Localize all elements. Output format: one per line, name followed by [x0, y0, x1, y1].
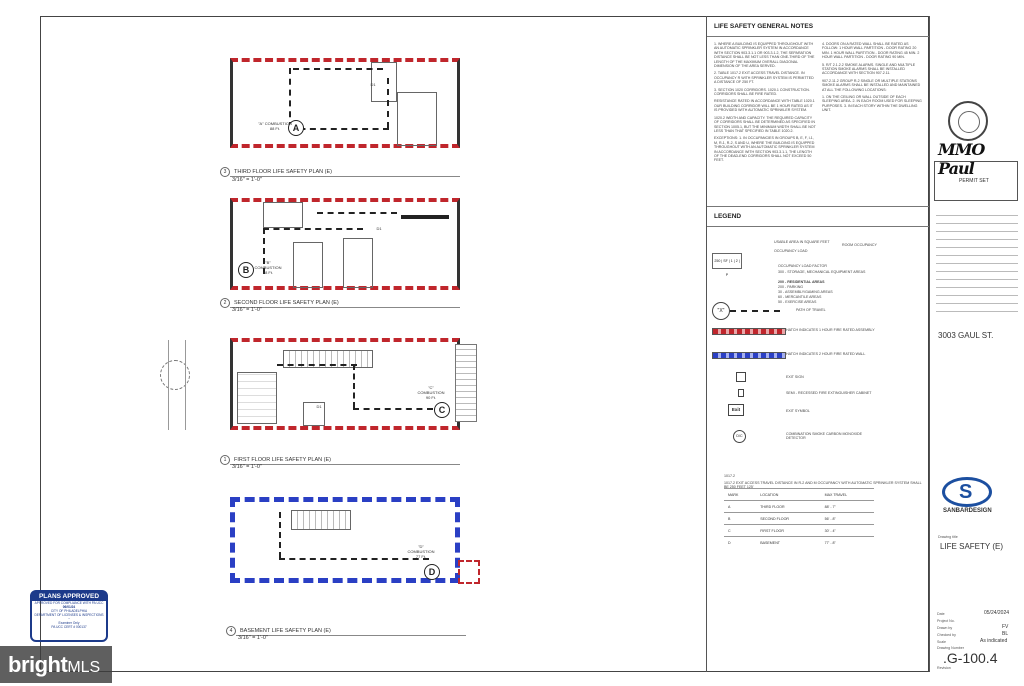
legend-factor-parking: 200 - PARKING — [778, 285, 804, 289]
legend-extinguisher: SEMI - RECESSED FIRE EXTINGUISHER CABINET — [786, 391, 872, 395]
table-cell: THIRD FLOOR — [756, 501, 820, 513]
path-of-travel — [279, 512, 281, 558]
legend-factor-mercantile: 60 - MERCANTILE AREAS — [778, 295, 822, 299]
stamp-dept: DEPARTMENT OF LICENSES & INSPECTIONS — [34, 613, 104, 617]
firm-name: SANBARDESIGN — [943, 508, 992, 514]
stamp-signature: ~ — [68, 617, 70, 621]
plan-scale: 3/16" = 1'-0" — [232, 464, 262, 470]
plan-number: 2 — [220, 298, 230, 308]
table-cell: FIRST FLOOR — [756, 525, 820, 537]
plan-number: 4 — [226, 626, 236, 636]
note-paragraph: 1. WHERE A BUILDING IS EQUIPPED THROUGHOUT WITH AN AUTOMATIC SPRINKLER SYSTEM IN ACCORDANCE WITH SECTION 903.3.1.1 OR 903.3.1.2, THE SEPARATION DISTANCE SHALL BE NOT LESS THAN ONE-THIRD OF THE LENGTH OF THE MAXIMUM OVERALL DIAGONAL DIMENSION OF THE AREA SERVED. — [714, 42, 815, 69]
revision-label: Revision — [937, 666, 951, 670]
table-cell: 77' - 8" — [821, 537, 874, 549]
area-tag: "A" COMBUSTION 88 Ft. — [258, 121, 292, 131]
legend-detector: COMBINATION SMOKE CARBON MONOXIDE DETECTOR — [786, 432, 863, 440]
titleblock-divider — [929, 16, 930, 672]
plan-scale: 3/16" = 1'-0" — [232, 307, 262, 313]
permit-label: PERMIT SET — [959, 178, 989, 184]
exit-marker-b: B — [238, 262, 254, 278]
notes-column-2 — [822, 42, 924, 116]
area-tag: "D" COMBUSTION 77 Ft. — [407, 544, 435, 559]
table-label: 1017.2 — [724, 474, 735, 478]
title-underline — [230, 464, 460, 465]
legend-factor-exercise: 50 - EXERCISE AREAS — [778, 300, 817, 304]
travel-table — [724, 488, 874, 548]
table-mark-cell: C — [724, 525, 756, 537]
title-underline — [236, 635, 466, 636]
table-header: MARK — [724, 489, 756, 501]
approval-stamp — [30, 590, 108, 642]
stamp-line: APPROVED FOR COMPLIANCE WITH PA UCC — [34, 601, 104, 605]
permit-box — [934, 161, 1018, 201]
table-header: LOCATION — [756, 489, 820, 501]
stamp-permit: PA UCC CERT # 000137 — [51, 625, 87, 629]
checked-value: BL — [1002, 631, 1009, 637]
date-value: 05/24/2024 — [984, 610, 1010, 616]
seal-icon — [948, 101, 988, 141]
drawn-value: FV — [1002, 624, 1009, 630]
table-row — [724, 537, 874, 549]
plan-title-text: BASEMENT LIFE SAFETY PLAN (E) — [240, 628, 331, 634]
path-of-travel — [289, 128, 389, 130]
sheet-number: .G-100.4 — [943, 650, 998, 666]
path-of-travel — [353, 364, 355, 408]
note-paragraph: 1. ON THE CEILING OR WALL OUTSIDE OF EACH SLEEPING AREA. 2. IN EACH ROOM USED FOR SLEEPING PURPOSES. 3. IN EACH STORY WITHIN THE DWELLING UNIT. — [822, 95, 922, 113]
legend-load-factor: OCCUPANCY LOAD FACTOR — [778, 264, 827, 268]
exit-marker-a: A — [288, 120, 304, 136]
drawing-title-label: Drawing title — [938, 535, 958, 539]
legend-one-hour: HATCH INDICATES 1 HOUR FIRE RATED ASSEMBLY — [786, 328, 875, 332]
path-of-travel — [277, 364, 357, 366]
area-tag: "B" COMBUSTION 88 Ft. — [254, 260, 282, 275]
stamp-header: PLANS APPROVED — [32, 592, 106, 601]
path-symbol: "X" — [712, 302, 730, 320]
one-hour-hatch — [712, 328, 786, 335]
title-underline — [230, 176, 460, 177]
table-header: MAX TRAVEL — [821, 489, 874, 501]
legend-two-hour: HATCH INDICATES 2 HOUR FIRE RATED WALL — [786, 352, 866, 356]
plan-scale: 3/16" = 1'-0" — [238, 635, 268, 641]
legend-usable-area: USABLE AREA IN SQUARE FEET — [774, 240, 830, 244]
drawn-label: Drawn by — [937, 626, 953, 630]
note-paragraph: 3. SECTION 1020 CORRIDORS. 1020.1 CONSTRUCTION. CORRIDORS SHALL BE FIRE RATED. — [714, 87, 810, 97]
note-paragraph: RESISTANCE RATED IN ACCORDANCE WITH TABLE 1020.1 OUR BUILDING CORRIDOR WILL BE 1 HOUR RATED AS IT IS PROVIDED WITH AUTOMATIC SPRINKLER SYSTEM. — [714, 99, 815, 113]
occupancy-box: 250 | SF | 1 | 2 | P — [712, 253, 742, 269]
rear-stair — [455, 344, 477, 422]
exit-sign-icon — [736, 372, 746, 382]
notes-rule — [707, 36, 929, 37]
plan-title-text: SECOND FLOOR LIFE SAFETY PLAN (E) — [234, 300, 339, 306]
stamp-reviewer: Examiner Only — [58, 621, 80, 625]
legend-path: PATH OF TRAVEL — [796, 308, 826, 312]
table-row — [724, 501, 874, 513]
path-of-travel — [353, 408, 433, 410]
watermark-suffix: MLS — [67, 659, 101, 676]
bath-room — [397, 92, 437, 146]
stamp-city: CITY OF PHILADELPHIA — [50, 609, 88, 613]
third-floor-walls — [230, 58, 460, 148]
table-caption: 1017.2 EXIT ACCESS TRAVEL DISTANCE IN R-2 AND M OCCUPANCY WITH AUTOMATIC SPRINKLER SYSTEM SHALL BE 250 FEET 125' — [724, 481, 922, 489]
note-paragraph: 1020.2 WIDTH AND CAPACITY. THE REQUIRED CAPACITY OF CORRIDORS SHALL BE DETERMINED AS SPECIFIED IN SECTION 1005.1, BUT THE MINIMUM WIDTH SHALL BE NOT LESS THAN THAT SPECIFIED IN TABLE 1020.2. — [714, 115, 816, 133]
table-cell: 56' - 8" — [821, 513, 874, 525]
project-address: 3003 GAUL ST. — [938, 331, 994, 340]
path-symbol-line — [730, 310, 780, 312]
drawing-number-label: Drawing Number — [937, 646, 964, 650]
signature: MMO Paul — [938, 140, 985, 178]
notes-column-1 — [714, 42, 816, 166]
drawing-title: LIFE SAFETY (E) — [940, 542, 1003, 551]
firm-logo-icon: S — [942, 477, 992, 507]
area-tag: "C" COMBUSTION 90 Ft. — [417, 385, 445, 400]
second-floor-walls — [230, 198, 460, 290]
table-row — [724, 525, 874, 537]
path-of-travel — [293, 68, 383, 70]
checked-label: Checked by — [937, 633, 956, 637]
closet-room — [263, 202, 303, 228]
legend-occupancy-load: OCCUPANCY LOAD — [774, 249, 808, 253]
table-row — [724, 513, 874, 525]
kitchen — [237, 372, 277, 424]
legend-room-occupancy: ROOM OCCUPANCY — [842, 243, 877, 247]
legend-exit-sign: EXIT SIGN — [786, 375, 804, 379]
stair-room — [343, 238, 373, 288]
plan-scale: 3/16" = 1'-0" — [232, 177, 262, 183]
note-paragraph: 2. TABLE 1017.2 EXIT ACCESS TRAVEL DISTANCE. IN OCCUPANCY R WITH SPRINKLER SYSTEM IS PERMITTED A DISTANCE OF 250 FT. — [714, 71, 814, 85]
sidewalk-lines — [168, 340, 186, 430]
areaway — [458, 560, 480, 584]
plan-number: 3 — [220, 167, 230, 177]
exit-symbol-icon: Exit — [728, 404, 744, 416]
title-underline — [230, 307, 460, 308]
table-cell: SECOND FLOOR — [756, 513, 820, 525]
two-hour-hatch — [712, 352, 786, 359]
bright-mls-watermark — [0, 646, 112, 683]
table-mark-cell: B — [724, 513, 756, 525]
date-label: Date — [937, 612, 945, 616]
stair-room — [291, 510, 351, 530]
legend-factor-assembly: 30 - ASSEMBLY/GAMING AREAS — [778, 290, 833, 294]
extinguisher-icon — [738, 389, 744, 397]
corridor-wall — [401, 215, 449, 219]
path-of-travel — [289, 68, 291, 128]
plan-title-text: FIRST FLOOR LIFE SAFETY PLAN (E) — [234, 457, 331, 463]
table-header-row — [724, 489, 874, 501]
plan-title-text: THIRD FLOOR LIFE SAFETY PLAN (E) — [234, 169, 332, 175]
watermark-brand: bright — [8, 652, 68, 677]
legend-rule — [707, 206, 929, 207]
door-tag: D1 — [370, 82, 376, 87]
detector-icon: D/C — [733, 430, 746, 443]
table-mark-cell: A — [724, 501, 756, 513]
scale-label: Scale — [937, 640, 946, 644]
stamp-date: 06/01/24 — [62, 605, 76, 609]
path-of-travel — [387, 78, 389, 128]
revision-lines — [936, 208, 1018, 312]
table-cell: 30' - 4" — [821, 525, 874, 537]
legend-heading: LEGEND — [714, 213, 742, 220]
path-of-travel — [263, 228, 363, 230]
legend-factor-residential: 200 - RESIDENTIAL AREAS — [778, 280, 825, 284]
legend-factor-storage: 300 - STORAGE, MECHANICAL EQUIPMENT AREAS — [778, 270, 866, 274]
table-mark-cell: D — [724, 537, 756, 549]
project-label: Project No. — [937, 619, 955, 623]
notes-heading: LIFE SAFETY GENERAL NOTES — [714, 23, 814, 30]
scale-value: As indicated — [980, 638, 1008, 644]
exit-marker-c: C — [434, 402, 450, 418]
note-paragraph: 4. DOORS ON A RATED WALL SHALL BE RATED AS FOLLOW: 1 HOUR WALL PARTITION - DOOR RATING 20 MIN. 1 HOUR WALL PARTITION - DOOR RATING 45 MIN. 2 HOUR WALL PARTITION - DOOR RATING 90 MIN. — [822, 42, 920, 60]
note-paragraph: 5. R/T 2.1.2.2 SMOKE ALARMS. SINGLE AND MULTIPLE STATION SMOKE ALARMS SHALL BE INSTALLED ACCORDANCE WITH SECTION 907.2.11. — [822, 62, 916, 76]
first-floor-walls — [230, 338, 460, 430]
door-tag: D1 — [316, 404, 322, 409]
exit-marker-d: D — [424, 564, 440, 580]
table-cell: 88' - 7" — [821, 501, 874, 513]
plan-number: 1 — [220, 455, 230, 465]
note-paragraph: 907.2.11.2 GROUP R-2 SINGLE OR MULTIPLE STATIONS SMOKE ALARMS SHALL BE INSTALLED AND MAINTAINED AT ALL THE FOLLOWING LOCATIONS: — [822, 78, 921, 92]
door-tag: D1 — [376, 226, 382, 231]
note-paragraph: EXCEPTIONS: 1. IN OCCUPANCIES IN GROUPS B, E, F, I-1, M, R-1, R-2, S AND U, WHERE THE BUILDING IS EQUIPPED THROUGHOUT WITH AN AUTOMATIC SPRINKLER SYSTEM IN ACCORDANCE WITH SECTION 903.3.1.1, THE LENGTH OF THE DEAD-END CORRIDORS SHALL NOT EXCEED 50 FEET. — [714, 136, 815, 163]
legend-exit-symbol: EXIT SYMBOL — [786, 409, 810, 413]
bath-room — [293, 242, 323, 288]
path-of-travel — [317, 212, 397, 214]
notes-divider — [706, 16, 707, 672]
table-cell: BASEMENT — [756, 537, 820, 549]
legend-rule — [707, 226, 929, 227]
